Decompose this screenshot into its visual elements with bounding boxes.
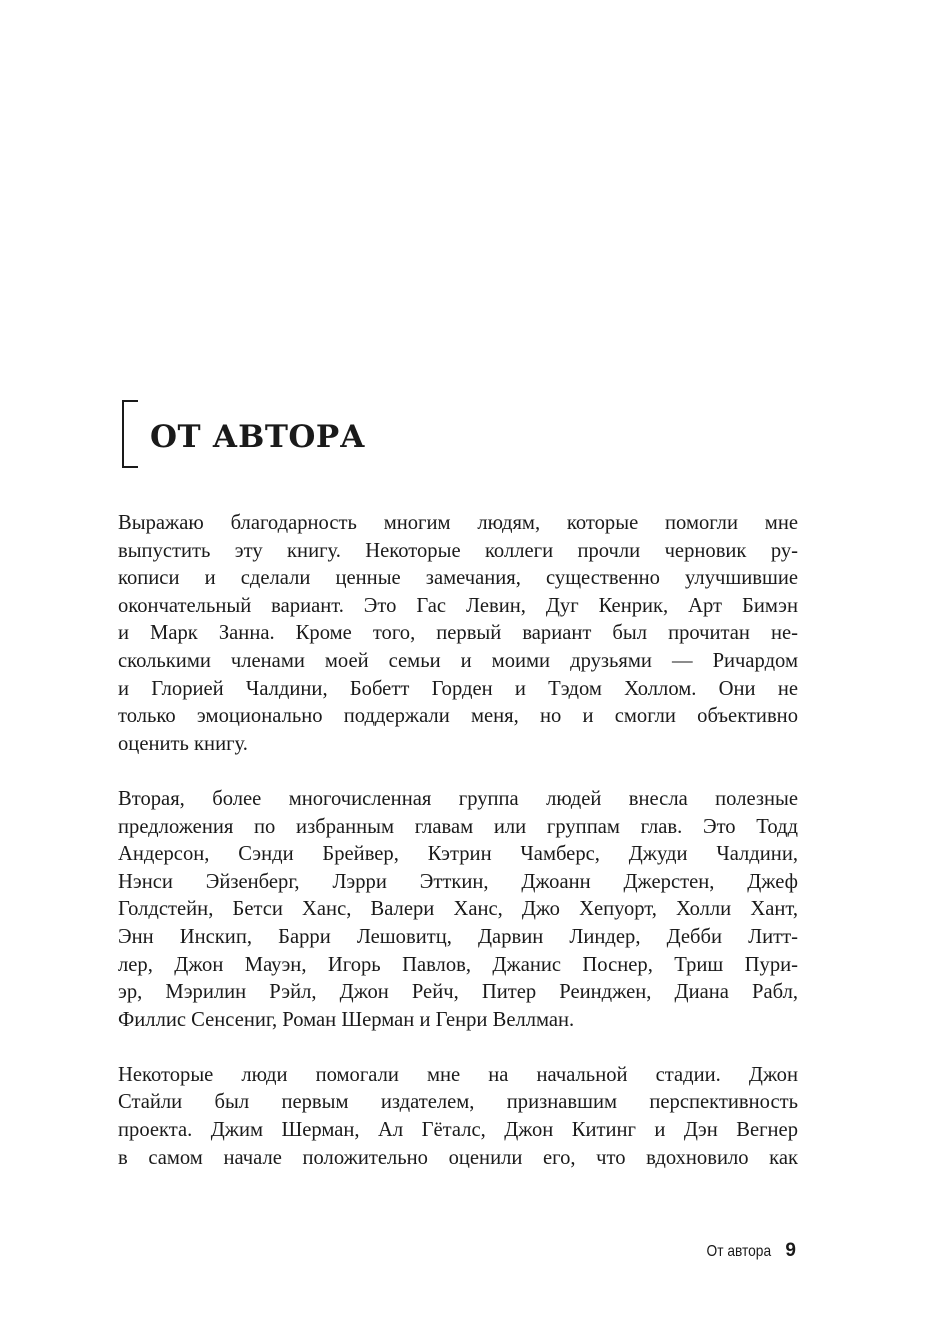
paragraph-3 — [118, 1062, 798, 1172]
paragraph-2 — [118, 786, 798, 1034]
text-line: Выражаю благодарность многим людям, которые помогли мне — [118, 512, 798, 534]
text-line: предложения по избранным главам или группам глав. Это Тодд — [118, 815, 798, 838]
text-line: и Марк Занна. Кроме того, первый вариант был прочитан не- — [118, 622, 798, 645]
paragraph-spacer — [118, 758, 798, 786]
text-line: Вторая, более многочисленная группа людей внесла полезные — [118, 787, 798, 810]
text-line: лер, Джон Мауэн, Игорь Павлов, Джанис Поснер, Триш Пури- — [118, 953, 798, 976]
text-line: Нэнси Эйзенберг, Лэрри Этткин, Джоанн Джерстен, Джеф — [118, 870, 798, 893]
text-line: кописи и сделали ценные замечания, существенно улучшившие — [118, 567, 798, 590]
paragraph-1 — [118, 510, 798, 758]
text-line: Энн Инскип, Барри Лешовитц, Дарвин Линдер, Дебби Литт- — [118, 925, 798, 948]
text-line: только эмоционально поддержали меня, но и смогли объективно — [118, 705, 798, 728]
text-line: Филлис Сенсениг, Роман Шерман и Генри Веллман. — [118, 1008, 575, 1031]
running-footer-title: От автора — [706, 1243, 772, 1260]
page-footer — [696, 1240, 796, 1262]
text-line: Андерсон, Сэнди Брейвер, Кэтрин Чамберс, Джуди Чалдини, — [118, 843, 798, 866]
text-line: эр, Мэрилин Рэйл, Джон Рейч, Питер Реинджен, Диана Рабл, — [118, 981, 798, 1004]
chapter-heading — [122, 398, 365, 470]
text-line: в самом начале положительно оценили его, что вдохновило как — [118, 1146, 798, 1169]
text-line: Голдстейн, Бетси Ханс, Валери Ханс, Джо Хепуорт, Холли Хант, — [118, 898, 798, 921]
text-line: выпустить эту книгу. Некоторые коллеги прочли черновик ру- — [118, 539, 798, 562]
bracket-ornament — [122, 400, 138, 468]
body-text — [118, 510, 798, 1172]
text-line: оценить книгу. — [118, 732, 248, 755]
text-line: Некоторые люди помогали мне на начальной стадии. Джон — [118, 1063, 798, 1086]
text-line: окончательный вариант. Это Гас Левин, Дуг Кенрик, Арт Бимэн — [118, 594, 798, 617]
text-line: проекта. Джим Шерман, Ал Гёталс, Джон Китинг и Дэн Вегнер — [118, 1119, 798, 1142]
text-line: и Глорией Чалдини, Бобетт Горден и Тэдом Холлом. Они не — [118, 677, 798, 700]
chapter-title: ОТ АВТОРА — [150, 419, 366, 455]
text-line: сколькими членами моей семьи и моими друзьями — Ричардом — [118, 649, 798, 672]
page-number: 9 — [785, 1240, 796, 1261]
paragraph-spacer — [118, 1034, 798, 1062]
text-line: Стайли был первым издателем, признавшим перспективность — [118, 1091, 798, 1114]
